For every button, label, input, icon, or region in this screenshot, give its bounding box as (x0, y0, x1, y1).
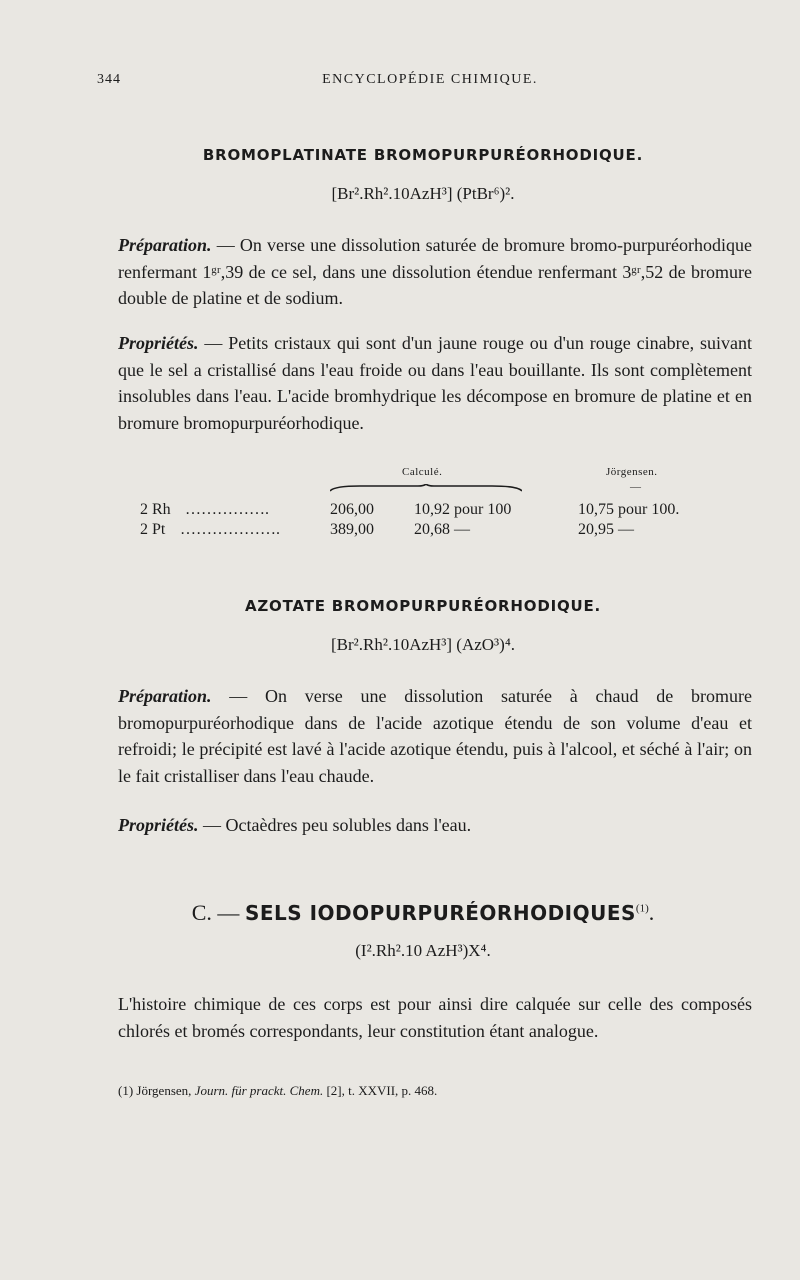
formula-azotate: [Br².Rh².10AzH³] (AzO³)⁴. (331, 635, 515, 654)
table-row-found: 20,95 — (578, 521, 634, 538)
table-row-found: 10,75 pour 100. (578, 501, 680, 518)
table-row-value: 206,00 (330, 501, 374, 518)
preparation-text: — On verse une dissolution saturée à chaud de bromure bromopurpuréorhodique dans de l'acide azotique étendu de son volume d'eau et refroidi; le précipité est lavé à l'acide azotique étendu, puis à l'alcool, et séché à l'air; on le fait cristalliser dans l'eau chaude. (118, 686, 752, 786)
paragraph-preparation-1 (118, 232, 752, 312)
paragraph-preparation-2 (118, 683, 752, 789)
formula-iodopurpureorhodiques: (I².Rh².10 AzH³)X⁴. (355, 941, 491, 960)
brace-calcule (330, 484, 522, 492)
proprietes-text: — Petits cristaux qui sont d'un jaune rouge ou d'un rouge cinabre, suivant que le sel a cristallisé dans l'eau froide ou dans l'eau bouillante. Ils sont complètement insolubles dans l'eau. L'acide bromhydrique les décompose en bromure de platine et en bromure bromopurpuréorhodique. (118, 333, 752, 433)
footnote (118, 1083, 437, 1099)
paragraph-histoire (118, 991, 752, 1044)
running-title: ENCYCLOPÉDIE CHIMIQUE. (322, 72, 538, 87)
paragraph-proprietes-2 (118, 812, 752, 839)
chapter-period: . (648, 900, 655, 925)
section-title-bromoplatinate: BROMOPLATINATE BROMOPURPURÉORHODIQUE. (202, 146, 644, 164)
table-row-percent: 20,68 — (414, 521, 470, 538)
section-title-azotate: AZOTATE BROMOPURPURÉORHODIQUE. (244, 597, 602, 615)
table-row-percent: 10,92 pour 100 (414, 501, 512, 518)
footnote-marker: (1) Jörgensen, (118, 1083, 195, 1098)
proprietes-text: — Octaèdres peu solubles dans l'eau. (198, 815, 472, 835)
page-number: 344 (97, 72, 121, 87)
column-header-calcule: Calculé. (402, 466, 443, 478)
table-row-label: 2 Rh (140, 501, 171, 518)
chapter-prefix: C. — (191, 900, 245, 925)
footnote-journal: Journ. für prackt. Chem. (194, 1083, 324, 1098)
footnote-ref[interactable]: (1) (635, 902, 649, 915)
column-dash: — (630, 481, 642, 493)
table-row-value: 389,00 (330, 521, 374, 538)
preparation-text: — On verse une dissolution saturée de bromure bromo-purpuréorhodique renfermant 1ᵍʳ,39 de ce sel, dans une dissolution étendue renfermant 3ᵍʳ,52 de bromure double de platine et de sodium. (118, 235, 752, 308)
table-row-leader: ………………. (180, 521, 280, 538)
formula-bromoplatinate: [Br².Rh².10AzH³] (PtBr⁶)². (331, 184, 515, 203)
chapter-title: SELS IODOPURPURÉORHODIQUES (244, 901, 636, 925)
preparation-label: Préparation. (118, 235, 212, 255)
chapter-heading-iodopurpureorhodiques (0, 900, 800, 926)
histoire-text: L'histoire chimique de ces corps est pour ainsi dire calquée sur celle des composés chlorés et bromés correspondants, leur constitution étant analogue. (118, 994, 752, 1041)
footnote-ref-text: [2], t. XXVII, p. 468. (323, 1083, 438, 1098)
table-row-label: 2 Pt (140, 521, 166, 538)
proprietes-label: Propriétés. (118, 333, 199, 353)
column-header-jorgensen: Jörgensen. (606, 466, 658, 478)
proprietes-label: Propriétés. (118, 815, 199, 835)
table-row-leader: ……………. (185, 501, 269, 518)
paragraph-proprietes-1 (118, 330, 752, 436)
preparation-label: Préparation. (118, 686, 212, 706)
